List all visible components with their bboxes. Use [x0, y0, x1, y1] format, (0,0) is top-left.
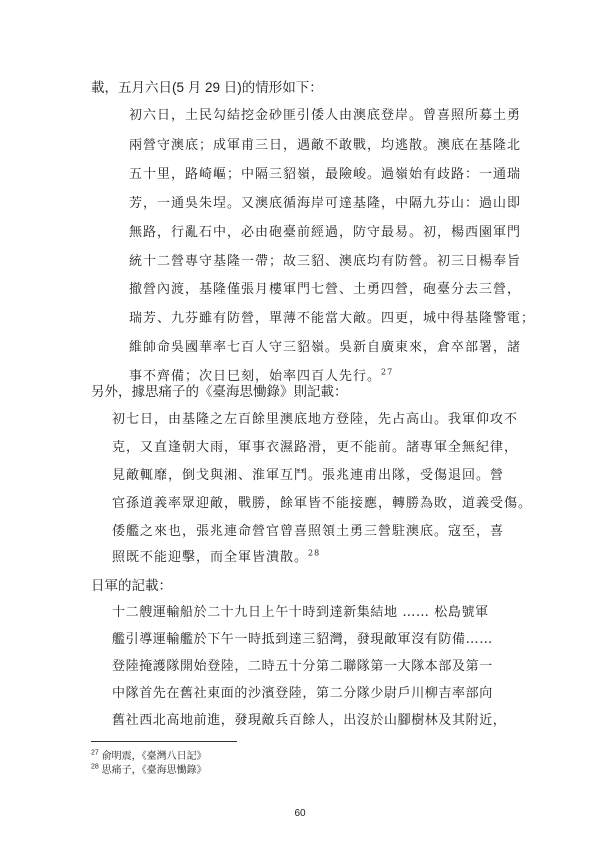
quote-line: 初六日，土民勾結挖金砂匪引倭人由澳底登岸。曾喜照所募土勇 — [129, 108, 522, 123]
quote-line: 統十二營專守基隆一帶；故三貂、澳底均有防營。初三日楊奉旨 — [129, 254, 522, 269]
quote-line: 登陸掩護隊開始登陸，二時五十分第二聯隊第一大隊本部及第一 — [112, 659, 493, 674]
footnote-ref-28[interactable]: 28 — [308, 548, 321, 558]
quote-line: 兩營守澳底；成軍甫三日，遇敵不敢戰，均逃散。澳底在基隆北 — [129, 138, 522, 153]
footnote-divider — [91, 741, 237, 742]
quote-line: 見敵輒靡，倒戈與湘、淮軍互鬥。張兆連甫出隊，受傷退回。營 — [112, 468, 505, 483]
quote-line: 撤營內渡，基隆僅張月樓軍門七營、土勇四營，砲臺分去三營， — [129, 282, 522, 297]
quote-line: 克，又直逢朝大雨，軍事衣濕路滑，更不能前。諸專軍全無紀律， — [112, 440, 519, 455]
quote-line-last: 事不齊備；次日巳刻，始率四百人先行。$^{27}$ — [129, 367, 394, 384]
quote-line: 五十里，路崎嶇；中隔三貂嶺，最險峻。過嶺始有歧路：一通瑞 — [129, 167, 522, 182]
intro-paragraph-3: 日軍的記載： — [91, 578, 172, 593]
quote-line: 維帥命吳國華率七百人守三貂嶺。吳新自廣東來，倉卒部署，諸 — [129, 340, 522, 355]
quote-line: 初七日，由基隆之左百餘里澳底地方登陸，先占高山。我軍仰攻不 — [112, 412, 519, 427]
footnote-ref-27[interactable]: 27 — [381, 367, 394, 377]
quote-line: 無路，行亂石中，必由砲臺前經過，防守最易。初，楊西園軍門 — [129, 225, 522, 240]
quote-line: 舊社西北高地前進，發現敵兵百餘人，出沒於山腳樹林及其附近， — [112, 713, 507, 728]
quote-line: 瑞芳、九芬雖有防營，單薄不能當大敵。四更，城中得基隆警電； — [129, 311, 536, 326]
intro-paragraph-1: 載，五月六日(5 月 29 日)的情形如下： — [91, 80, 323, 95]
intro-paragraph-2: 另外，據思痛子的《臺海思慟錄》則記載： — [91, 384, 348, 399]
quote-line-last: 照既不能迎擊，而全軍皆潰散。$^{28}$ — [112, 548, 321, 565]
quote-line: 十二艘運輸船於二十九日上午十時到達新集結地 …… 松島號軍 — [112, 605, 489, 620]
footnote-27: $^{27}$ 俞明震，《臺灣八日記》 — [91, 749, 207, 762]
quote-line: 艦引導運輸艦於下午一時抵到達三貂灣，發現敵軍沒有防備…… — [112, 632, 493, 647]
quote-line: 倭艦之來也，張兆連命營官曾喜照領土勇三營駐澳底。寇至，喜 — [112, 524, 505, 539]
quote-line: 芳，一通吳朱埕。又澳底循海岸可達基隆，中隔九芬山：過山即 — [129, 196, 522, 211]
footnote-28: $^{28}$ 思痛子，《臺海思慟錄》 — [91, 763, 207, 776]
quote-line: 官孫道義率眾迎敵，戰勝，餘軍皆不能接應，轉勝為敗，道義受傷。 — [112, 496, 533, 511]
page-number: 60 — [294, 808, 306, 819]
quote-line: 中隊首先在舊社東面的沙濱登陸，第二分隊少尉戶川柳吉率部向 — [112, 686, 493, 701]
